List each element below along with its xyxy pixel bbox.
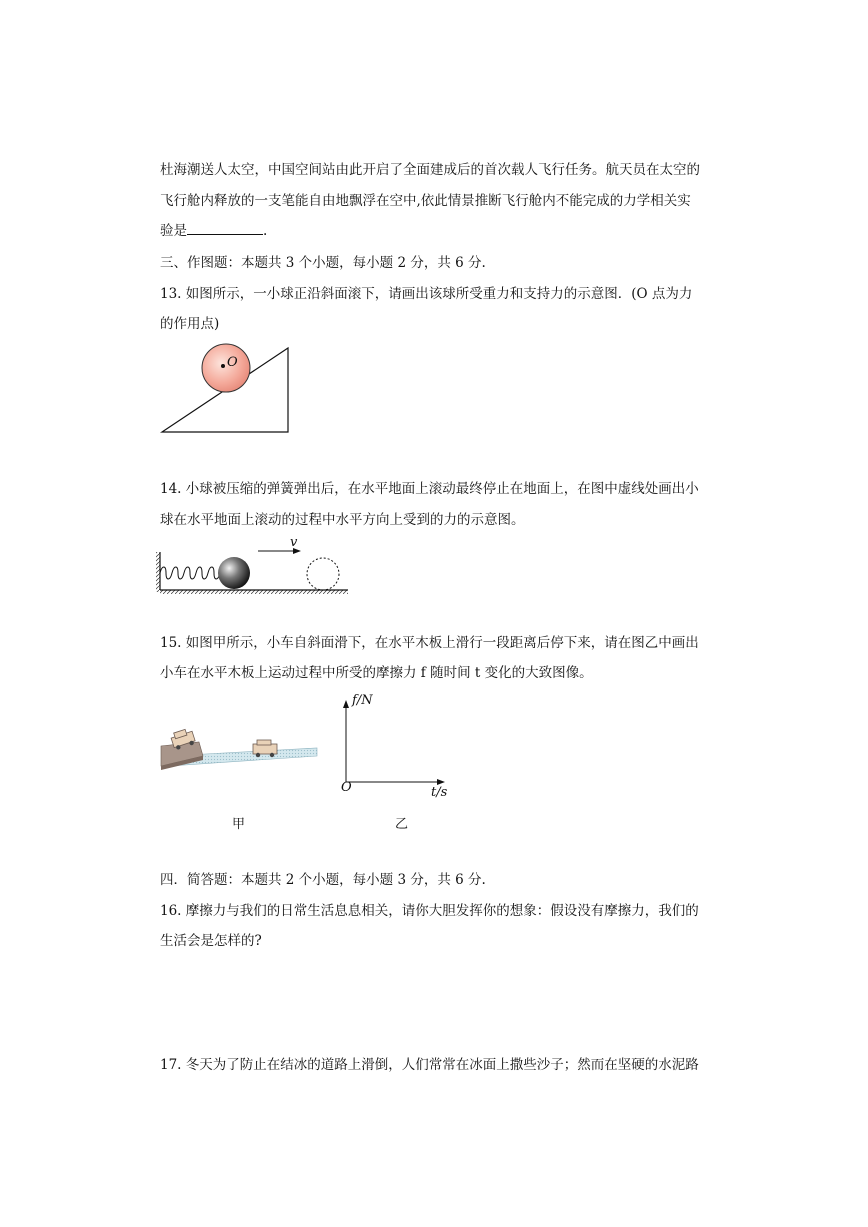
q15-caption-yi: 乙 <box>395 817 409 832</box>
q12-line-3-prefix: 验是 <box>160 223 187 239</box>
point-o-dot <box>221 364 225 368</box>
q12-answer-blank[interactable] <box>187 222 263 235</box>
q17-line-1: 17. 冬天为了防止在结冰的道路上滑倒，人们常常在冰面上撒些沙子；然而在坚硬的水泥路 <box>160 1057 699 1073</box>
q16-line-1: 16. 摩擦力与我们的日常生活息息相关，请你大胆发挥你的想象：假设没有摩擦力，我们的 <box>160 903 699 919</box>
ball-on-incline <box>202 344 250 392</box>
wall-hatch <box>156 552 160 592</box>
q15-origin-label: O <box>341 780 352 795</box>
q12-line-3 <box>160 222 267 240</box>
q15-line-1: 15. 如图甲所示，小车自斜面滑下，在水平木板上滑行一段距离后停下来，请在图乙中画出 <box>160 635 699 651</box>
q15-figure-yi-axes <box>338 696 450 788</box>
spring <box>160 567 220 579</box>
q12-line-1: 杜海潮送人太空，中国空间站由此开启了全面建成后的首次载人飞行任务。航天员在太空的 <box>160 162 700 178</box>
q14-spring-figure <box>155 538 350 596</box>
section-3-heading: 三、作图题：本题共 3 个小题，每小题 2 分，共 6 分. <box>160 255 486 271</box>
section-4-heading: 四．简答题：本题共 2 个小题，每小题 3 分，共 6 分. <box>160 872 486 888</box>
q16-line-2: 生活会是怎样的? <box>160 933 262 949</box>
q12-line-2: 飞行舱内释放的一支笔能自由地飘浮在空中,依此情景推断飞行舱内不能完成的力学相关实 <box>160 193 691 209</box>
q15-caption-jia: 甲 <box>232 817 246 832</box>
q14-line-1: 14. 小球被压缩的弹簧弹出后，在水平地面上滚动最终停止在地面上，在图中虚线处画出小 <box>160 481 699 497</box>
q15-line-2: 小车在水平木板上运动过程中所受的摩擦力 f 随时间 t 变化的大致图像。 <box>160 665 593 681</box>
ball-black <box>218 557 250 589</box>
q12-line-3-suffix: . <box>263 223 268 239</box>
q15-x-axis-label: t/s <box>431 785 448 800</box>
ball-dashed-position <box>307 558 339 590</box>
q14-line-2: 球在水平地面上滚动的过程中水平方向上受到的力的示意图。 <box>160 512 525 528</box>
q13-point-o-label: O <box>227 355 238 370</box>
q15-figure-jia <box>159 722 319 772</box>
q14-velocity-label: v <box>290 535 298 550</box>
q15-y-axis-label: f/N <box>352 693 373 708</box>
q13-line-1: 13. 如图所示，一小球正沿斜面滚下，请画出该球所受重力和支持力的示意图．(O 点为力 <box>160 286 693 302</box>
y-axis-arrow <box>343 700 349 708</box>
q13-line-2: 的作用点) <box>160 316 220 332</box>
